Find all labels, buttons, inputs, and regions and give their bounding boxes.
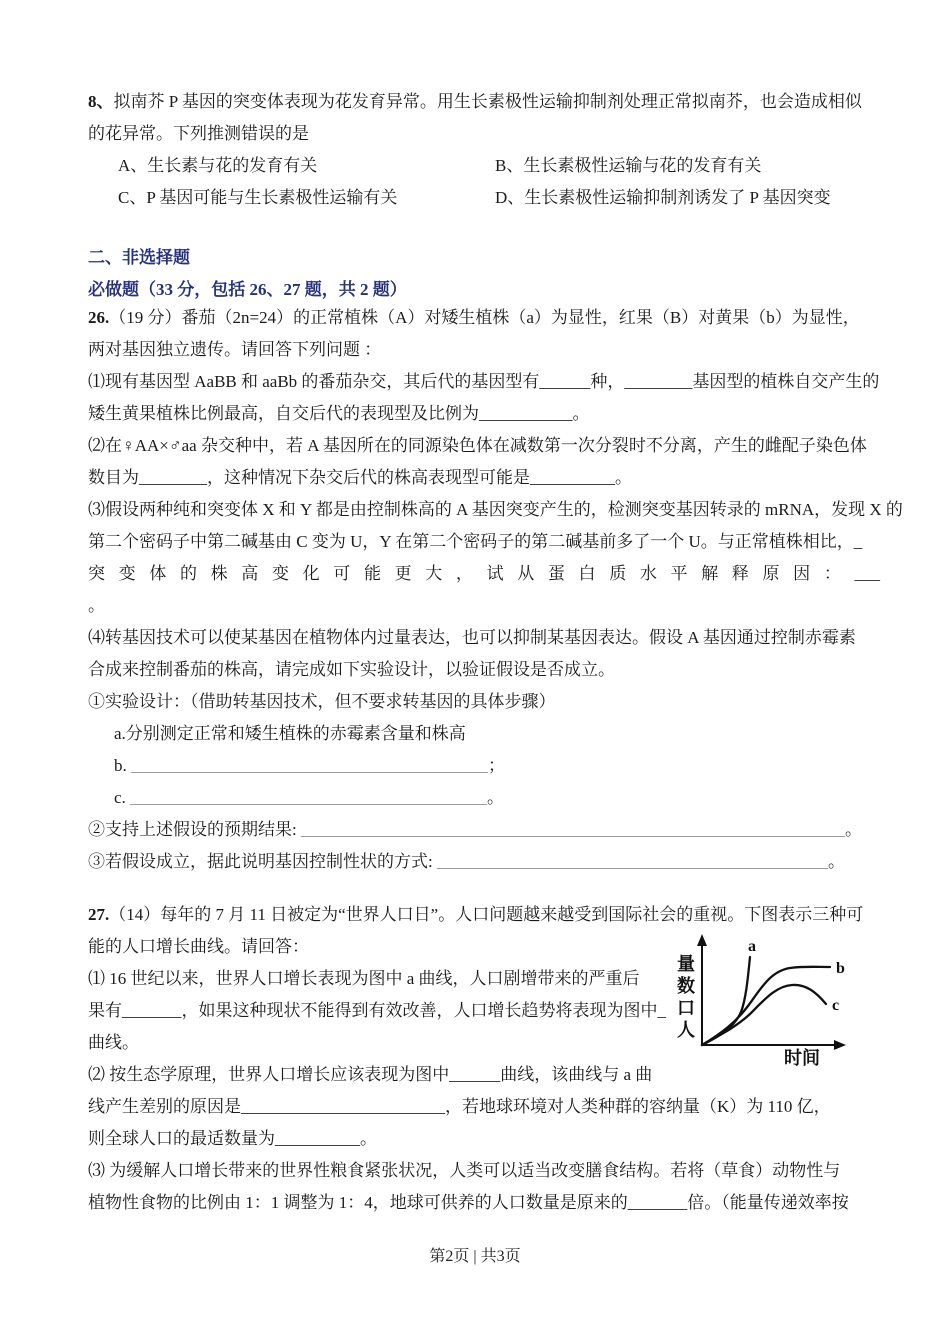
x-axis-arrow (834, 1040, 846, 1050)
y-axis-label-char: 口 (677, 998, 695, 1018)
question-27-line (88, 899, 894, 931)
curve-b-label: b (836, 960, 845, 977)
y-axis-label-char: 数 (677, 976, 695, 996)
text-line: 数目为________，这种情况下杂交后代的株高表现型可能是__________。 (88, 468, 632, 487)
text-line: ①实验设计：（借助转基因技术，但不要求转基因的具体步骤） (88, 692, 556, 711)
section-subtitle: 必做题（33 分，包括 26、27 题，共 2 题） (88, 280, 407, 299)
answer-blank: ______________________________________________ (436, 852, 828, 871)
text-line: 第二个密码子中第二碱基由 C 变为 U，Y 在第二个密码子的第二碱基前多了一个 U。与正常植株相比，_ (88, 532, 863, 551)
option-C: C、P 基因可能与生长素极性运输有关 (118, 188, 398, 207)
stem-text: 拟南芥 P 基因的突变体表现为花发育异常。用生长素极性运输抑制剂处理正常拟南芥，也会造成相似 (113, 92, 862, 111)
text-line: 曲线。 (88, 1033, 139, 1052)
question-number: 26. (88, 308, 110, 327)
curve-a-label: a (748, 938, 756, 955)
punctuation: ； (488, 756, 505, 775)
punctuation: 。 (844, 820, 862, 839)
stem-text: （19 分）番茄（2n=24）的正常植株（A）对矮生植株（a）为显性，红果（B）对黄果（b）为显性， (109, 308, 860, 327)
text-line: 矮生黄果植株比例最高，自交后代的表现型及比例为___________。 (88, 404, 590, 423)
answer-blank: ________________________________________________________________ (300, 820, 845, 839)
option-D: D、生长素极性运输抑制剂诱发了 P 基因突变 (495, 188, 831, 207)
answer-blank: __________________________________________ (130, 788, 488, 807)
question-26-line (88, 302, 894, 334)
step-label: ②支持上述假设的预期结果: (88, 820, 301, 839)
question-number: 27. (88, 905, 110, 924)
text-line: 植物性食物的比例由 1：1 调整为 1：4，地球可供养的人口数量是原来的_______倍。（能量传递效率按 (88, 1193, 849, 1212)
text-line: ⑶ 为缓解人口增长带来的世界性粮食紧张状况，人类可以适当改变膳食结构。若将（草食）动物性与 (88, 1161, 841, 1180)
page-footer: 第2页 | 共3页 (429, 1248, 521, 1265)
punctuation: 。 (487, 788, 505, 807)
x-axis-label: 时间 (784, 1048, 820, 1068)
stem-text: （14）每年的 7 月 11 日被定为“世界人口日”。人口问题越来越受到国际社会的重视。下图表示三种可 (109, 905, 864, 924)
step-2-line (88, 814, 894, 846)
punctuation: 。 (827, 852, 845, 871)
option-B: B、生长素极性运输与花的发育有关 (495, 156, 762, 175)
question-8-stem-line-2: 的花异常。下列推测错误的是 (88, 124, 309, 143)
step-c-line (88, 782, 894, 814)
y-axis-arrow (697, 934, 707, 946)
text-line: ⑴现有基因型 AaBB 和 aaBb 的番茄杂交，其后代的基因型有______种，________基因型的植株自交产生的 (88, 372, 880, 391)
question-number: 8、 (88, 92, 114, 111)
question-8-stem-line-1 (88, 86, 894, 118)
question-26 (88, 302, 903, 878)
text-line: ⑵在♀AA×♂aa 杂交种中，若 A 基因所在的同源染色体在减数第一次分裂时不分离，产生的雌配子染色体 (88, 436, 867, 455)
options-row-1 (88, 150, 894, 182)
options-row-2 (88, 182, 894, 214)
text-line: ⑴ 16 世纪以来，世界人口增长表现为图中 a 曲线，人口剧增带来的严重后 (88, 969, 640, 988)
text-line: 两对基因独立遗传。请回答下列问题 ： (88, 340, 382, 359)
step-label: ③若假设成立，据此说明基因控制性状的方式: (88, 852, 437, 871)
option-A: A、生长素与花的发育有关 (118, 156, 318, 175)
text-line: 线产生差别的原因是________________________，若地球环境对人类种群的容纳量（K）为 110 亿， (88, 1097, 831, 1116)
curve-c-label: c (832, 997, 840, 1014)
step-b-line (88, 750, 894, 782)
section-title: 二、非选择题 (88, 248, 190, 267)
step-a-line: a.分别测定正常和矮生植株的赤霉素含量和株高 (114, 724, 466, 743)
text-line: 果有_______，如果这种现状不能得到有效改善，人口增长趋势将表现为图中_ (88, 1001, 666, 1020)
step-label: b. (114, 756, 131, 775)
section-header (88, 242, 894, 306)
population-curve-chart (674, 929, 884, 1077)
population-curve-figure (674, 929, 884, 1077)
step-label: c. (114, 788, 131, 807)
text-line: ⑷转基因技术可以使某基因在植物体内过量表达，也可以抑制某基因表达。假设 A 基因通过控制赤霉素 (88, 628, 856, 647)
text-line: 能的人口增长曲线。请回答： (88, 937, 309, 956)
text-line: 合成来控制番茄的株高，请完成如下实验设计，以验证假设是否成立。 (88, 660, 615, 679)
text-line: 则全球人口的最适数量为__________。 (88, 1129, 377, 1148)
curve-c (702, 985, 826, 1045)
y-axis-label-char: 人 (677, 1020, 695, 1040)
text-line: 。 (88, 596, 105, 615)
question-8 (88, 86, 894, 214)
text-line: ⑵ 按生态学原理，世界人口增长应该表现为图中______曲线，该曲线与 a 曲 (88, 1065, 653, 1084)
y-axis-label-char: 量 (677, 954, 695, 974)
text-line: ⑶假设两种纯和突变体 X 和 Y 都是由控制株高的 A 基因突变产生的，检测突变基因转录的 mRNA，发现 X 的 (88, 500, 903, 519)
answer-blank: __________________________________________ (131, 756, 488, 775)
text-line-justified: 突 变 体 的 株 高 变 化 可 能 更 大 ， 试 从 蛋 白 质 水 平 解 释 原 因 ： ___ (88, 564, 880, 583)
step-3-line (88, 846, 894, 878)
